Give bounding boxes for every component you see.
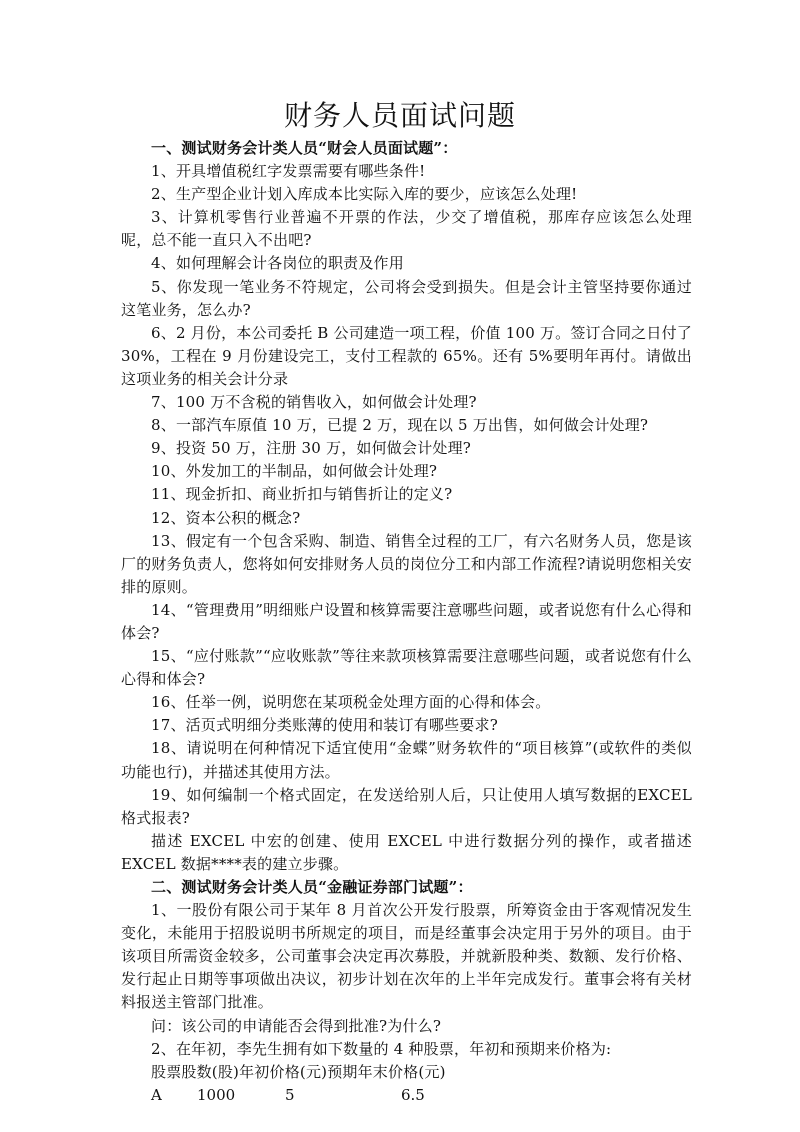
stock-begin-price: 5 xyxy=(285,1085,295,1104)
question-paragraph: 16、任举一例，说明您在某项税金处理方面的心得和体会。 xyxy=(151,693,551,712)
question-paragraph: 描述 EXCEL 中宏的创建、使用 EXCEL 中进行数据分列的操作，或者描述EXCEL 数据****表的建立步骤。 xyxy=(121,831,692,873)
question-paragraph: 10、外发加工的半制品，如何做会计处理? xyxy=(151,462,438,481)
section-heading: 二、测试财务会计类人员“金融证券部门试题”： xyxy=(151,878,473,896)
section-heading: 一、测试财务会计类人员“财会人员面试题”： xyxy=(151,139,458,157)
page-title: 财务人员面试问题 xyxy=(283,99,516,132)
question-paragraph: 17、活页式明细分类账薄的使用和装订有哪些要求? xyxy=(151,716,498,735)
document-body xyxy=(121,137,692,1107)
stock-name: A xyxy=(151,1085,162,1104)
stock-row xyxy=(121,1084,692,1107)
question-paragraph: 4、如何理解会计各岗位的职责及作用 xyxy=(151,254,404,273)
question-paragraph: 11、现金折扣、商业折扣与销售折让的定义? xyxy=(151,485,453,504)
question-paragraph: 6、2 月份，本公司委托 B 公司建造一项工程，价值 100 万。签订合同之日付了 30%，工程在 9 月份建设完工，支付工程款的 65%。还有 5%要明年再付。请做出这项业务的相关会计分录 xyxy=(121,323,692,388)
question-paragraph: 9、投资 50 万，注册 30 万，如何做会计处理? xyxy=(151,439,472,458)
question-paragraph: 2、生产型企业计划入库成本比实际入库的要少，应该怎么处理! xyxy=(151,185,578,204)
question-paragraph: 7、100 万不含税的销售收入，如何做会计处理? xyxy=(151,393,477,412)
stock-shares: 1000 xyxy=(197,1085,236,1104)
question-paragraph: 3、计算机零售行业普遍不开票的作法，少交了增值税，那库存应该怎么处理呢，总不能一直只入不出吧? xyxy=(121,208,692,250)
question-paragraph: 1、一股份有限公司于某年 8 月首次公开发行股票，所筹资金由于客观情况发生变化，未能用于招股说明书所规定的项目，而是经董事会决定用于另外的项目。由于该项目所需资金较多，公司董事会决定再次募股，并就新股种类、数额、发行价格、发行起止日期等事项做出决议，初步计划在次年的上半年完成发行。董事会将有关材料报送主管部门批准。 xyxy=(121,901,692,1012)
question-paragraph: 1、开具增值税红字发票需要有哪些条件! xyxy=(151,162,426,181)
question-paragraph: 14、“管理费用”明细账户设置和核算需要注意哪些问题，或者说您有什么心得和体会? xyxy=(121,600,692,642)
question-paragraph: 15、“应付账款”“应收账款”等往来款项核算需要注意哪些问题，或者说您有什么心得和体会? xyxy=(121,647,692,689)
question-paragraph: 19、如何编制一个格式固定，在发送给别人后，只让使用人填写数据的EXCEL 格式报表? xyxy=(121,785,692,827)
question-paragraph: 18、请说明在何种情况下适宜使用“金蝶”财务软件的“项目核算”(或软件的类似功能也行)，并描述其使用方法。 xyxy=(121,739,692,781)
question-paragraph: 12、资本公积的概念? xyxy=(151,508,301,527)
question-paragraph: 8、一部汽车原值 10 万，已提 2 万，现在以 5 万出售，如何做会计处理? xyxy=(151,416,649,435)
stock-end-price: 6.5 xyxy=(401,1085,425,1104)
question-paragraph: 2、在年初，李先生拥有如下数量的 4 种股票，年初和预期来价格为: xyxy=(151,1039,612,1058)
question-paragraph: 问：该公司的申请能否会得到批准?为什么? xyxy=(151,1016,442,1035)
question-paragraph: 13、假定有一个包含采购、制造、销售全过程的工厂，有六名财务人员，您是该厂的财务负责人，您将如何安排财务人员的岗位分工和内部工作流程?请说明您相关安排的原则。 xyxy=(121,531,692,596)
table-header-line: 股票股数(股)年初价格(元)预期年末价格(元) xyxy=(151,1062,446,1081)
question-paragraph: 5、你发现一笔业务不符规定，公司将会受到损失。但是会计主管坚持要你通过这笔业务，怎么办? xyxy=(121,277,692,319)
